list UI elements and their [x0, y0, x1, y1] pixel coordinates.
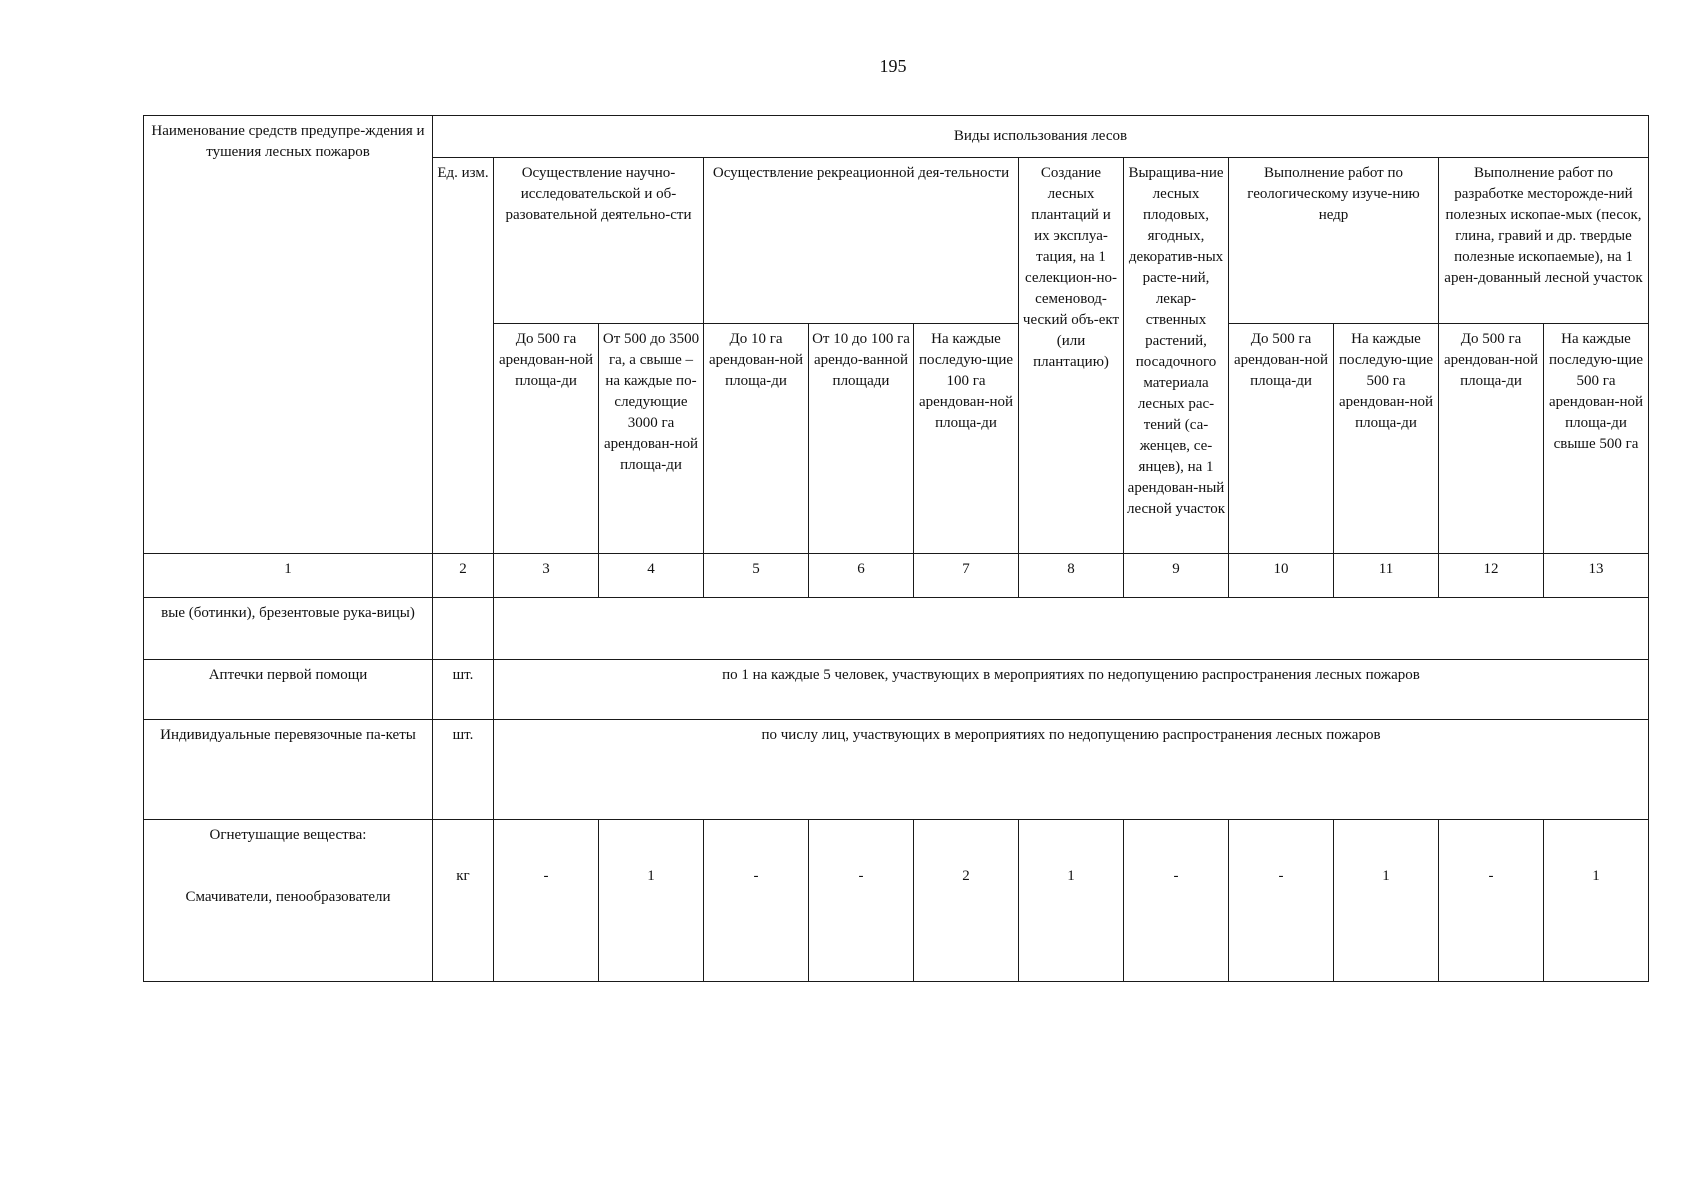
table-cell: - — [809, 820, 914, 982]
header-subcol-11: На каждые последую-щие 500 га арендован-ной площа-ди — [1334, 324, 1439, 554]
row-merged-first-aid: по 1 на каждые 5 человек, участвующих в мероприятиях по недопущению распространения лесных пожаров — [494, 660, 1649, 720]
header-group-geology: Выполнение работ по геологическому изуче-нию недр — [1229, 158, 1439, 324]
table-cell: 1 — [1019, 820, 1124, 982]
header-unit: Ед. изм. — [433, 158, 494, 554]
header-subcol-5: До 10 га арендован-ной площа-ди — [704, 324, 809, 554]
header-group-mining: Выполнение работ по разработке месторожде-ний полезных ископае-мых (песок, глина, гравий и др. твердые полезные ископаемые), на 1 арен-дованный лесной участок — [1439, 158, 1649, 324]
table-cell: - — [1439, 820, 1544, 982]
table-cell: 2 — [914, 820, 1019, 982]
column-number: 12 — [1439, 554, 1544, 598]
table-row — [144, 820, 1649, 982]
table-cell: - — [494, 820, 599, 982]
row-merged-dressing: по числу лиц, участвующих в мероприятиях по недопущению распространения лесных пожаров — [494, 720, 1649, 820]
column-number: 9 — [1124, 554, 1229, 598]
table-cell: - — [1229, 820, 1334, 982]
column-number: 8 — [1019, 554, 1124, 598]
row-unit-dressing: шт. — [433, 720, 494, 820]
table-cell: 1 — [1544, 820, 1649, 982]
table-row — [144, 660, 1649, 720]
header-group-cultivation: Выращива-ние лесных плодовых, ягодных, декоратив-ных расте-ний, лекар-ственных растений, посадочного материала лесных рас-тений (са-женцев, се-янцев), на 1 арендован-ный лесной участок — [1124, 158, 1229, 554]
column-number: 4 — [599, 554, 704, 598]
column-number: 1 — [144, 554, 433, 598]
header-subcol-12: До 500 га арендован-ной площа-ди — [1439, 324, 1544, 554]
row-name-boots: вые (ботинки), брезентовые рука-вицы) — [144, 598, 433, 660]
column-number: 13 — [1544, 554, 1649, 598]
column-number: 5 — [704, 554, 809, 598]
table-cell: 1 — [1334, 820, 1439, 982]
column-number: 6 — [809, 554, 914, 598]
header-group-research: Осуществление научно-исследовательской и об-разовательной деятельно-сти — [494, 158, 704, 324]
row-merged-boots — [494, 598, 1649, 660]
column-number: 11 — [1334, 554, 1439, 598]
row-unit-first-aid: шт. — [433, 660, 494, 720]
header-group-recreation: Осуществление рекреационной дея-тельности — [704, 158, 1019, 324]
row-unit-boots — [433, 598, 494, 660]
header-subcol-4: От 500 до 3500 га, а свыше – на каждые по-следующие 3000 га арендован-ной площа-ди — [599, 324, 704, 554]
row-unit-extinguishing: кг — [433, 820, 494, 982]
column-number: 3 — [494, 554, 599, 598]
header-subcol-13: На каждые последую-щие 500 га арендован-ной площа-ди свыше 500 га — [1544, 324, 1649, 554]
header-name-column: Наименование средств предупре-ждения и тушения лесных пожаров — [144, 116, 433, 554]
fire-equipment-norms-table — [143, 115, 1649, 982]
column-number: 10 — [1229, 554, 1334, 598]
row-heading-extinguishing: Огнетушащие вещества: — [209, 827, 367, 843]
row-subitem-wetting-agents: Смачиватели, пенообразователи — [185, 889, 391, 905]
header-subcol-3: До 500 га арендован-ной площа-ди — [494, 324, 599, 554]
column-number: 7 — [914, 554, 1019, 598]
table-row — [144, 598, 1649, 660]
table-row — [144, 720, 1649, 820]
header-subcol-7: На каждые последую-щие 100 га арендован-ной площа-ди — [914, 324, 1019, 554]
header-subcol-6: От 10 до 100 га арендо-ванной площади — [809, 324, 914, 554]
table-cell: 1 — [599, 820, 704, 982]
header-group-plantations: Создание лесных плантаций и их эксплуа-тация, на 1 селекцион-но-семеновод-ческий объ-ект (или плантацию) — [1019, 158, 1124, 554]
header-subcol-10: До 500 га арендован-ной площа-ди — [1229, 324, 1334, 554]
table-cell: - — [1124, 820, 1229, 982]
row-name-extinguishing — [144, 820, 433, 982]
page-number: 195 — [879, 56, 907, 76]
row-name-first-aid: Аптечки первой помощи — [144, 660, 433, 720]
table-cell: - — [704, 820, 809, 982]
row-name-dressing: Индивидуальные перевязочные па-кеты — [144, 720, 433, 820]
header-forest-use-types: Виды использования лесов — [433, 116, 1649, 158]
column-number: 2 — [433, 554, 494, 598]
